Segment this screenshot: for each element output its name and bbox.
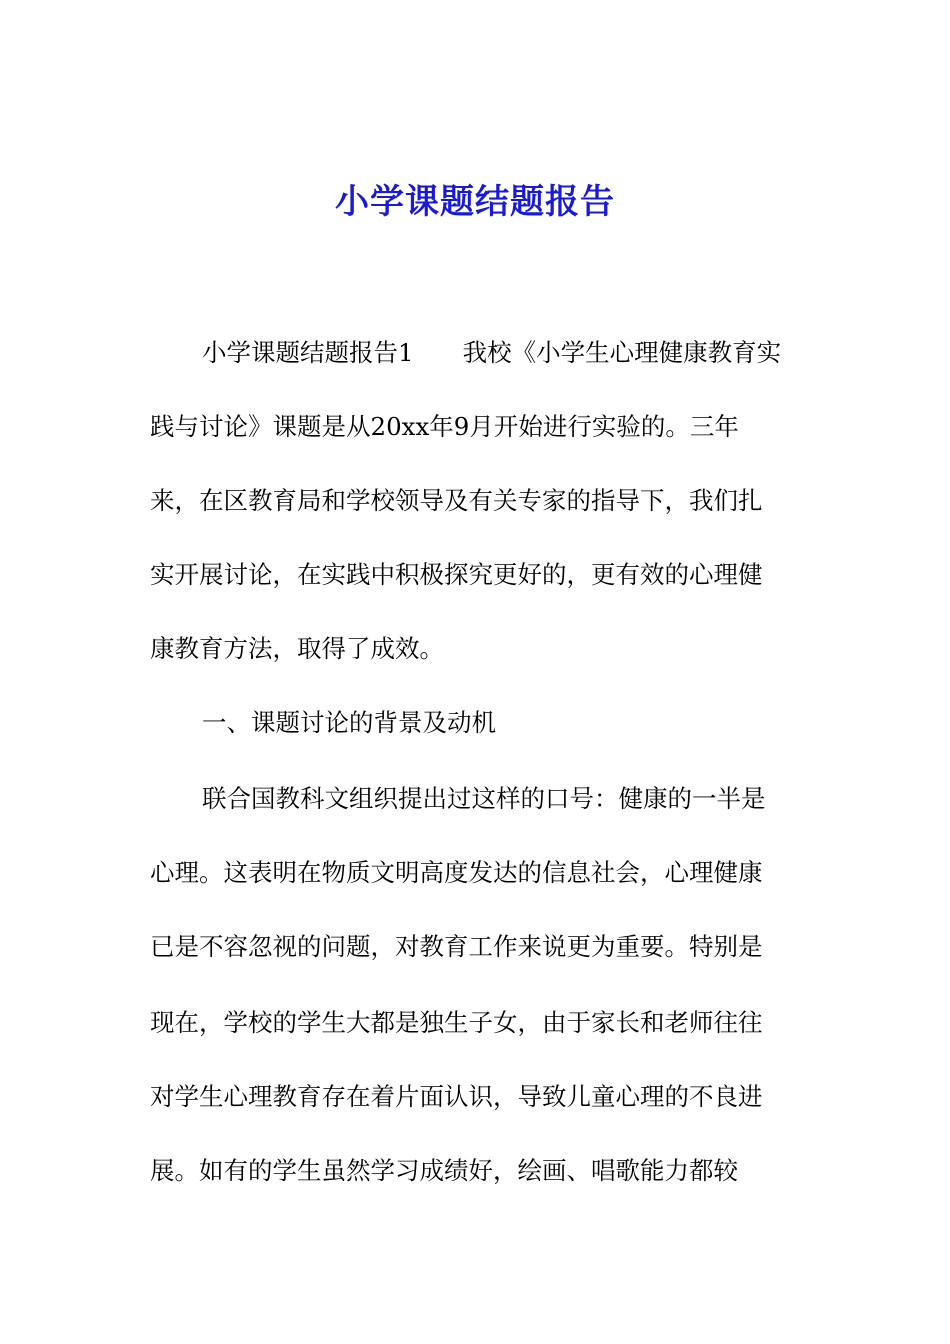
paragraph-line-5: 康教育方法，取得了成效。 [150,634,444,663]
paragraph-line-11: 展。如有的学生虽然学习成绩好，绘画、唱歌能力都较 [150,1156,738,1185]
paragraph-line-1: 小学课题结题报告1 我校《小学生心理健康教育实 [202,338,782,367]
paragraph-line-3: 来，在区教育局和学校领导及有关专家的指导下，我们扎 [150,486,763,515]
paragraph-line-2: 践与讨论》课题是从20xx年9月开始进行实验的。三年 [150,412,739,441]
document-title: 小学课题结题报告 [335,182,615,222]
paragraph-line-8: 已是不容忽视的问题，对教育工作来说更为重要。特别是 [150,932,763,961]
paragraph-line-6: 联合国教科文组织提出过这样的口号：健康的一半是 [202,784,766,813]
paragraph-line-10: 对学生心理教育存在着片面认识，导致儿童心理的不良进 [150,1082,763,1111]
paragraph-line-7: 心理。这表明在物质文明高度发达的信息社会，心理健康 [150,858,763,887]
paragraph-line-9: 现在，学校的学生大都是独生子女，由于家长和老师往往 [150,1008,763,1037]
section-heading: 一、课题讨论的背景及动机 [202,708,496,737]
paragraph-line-4: 实开展讨论，在实践中积极探究更好的，更有效的心理健 [150,560,763,589]
